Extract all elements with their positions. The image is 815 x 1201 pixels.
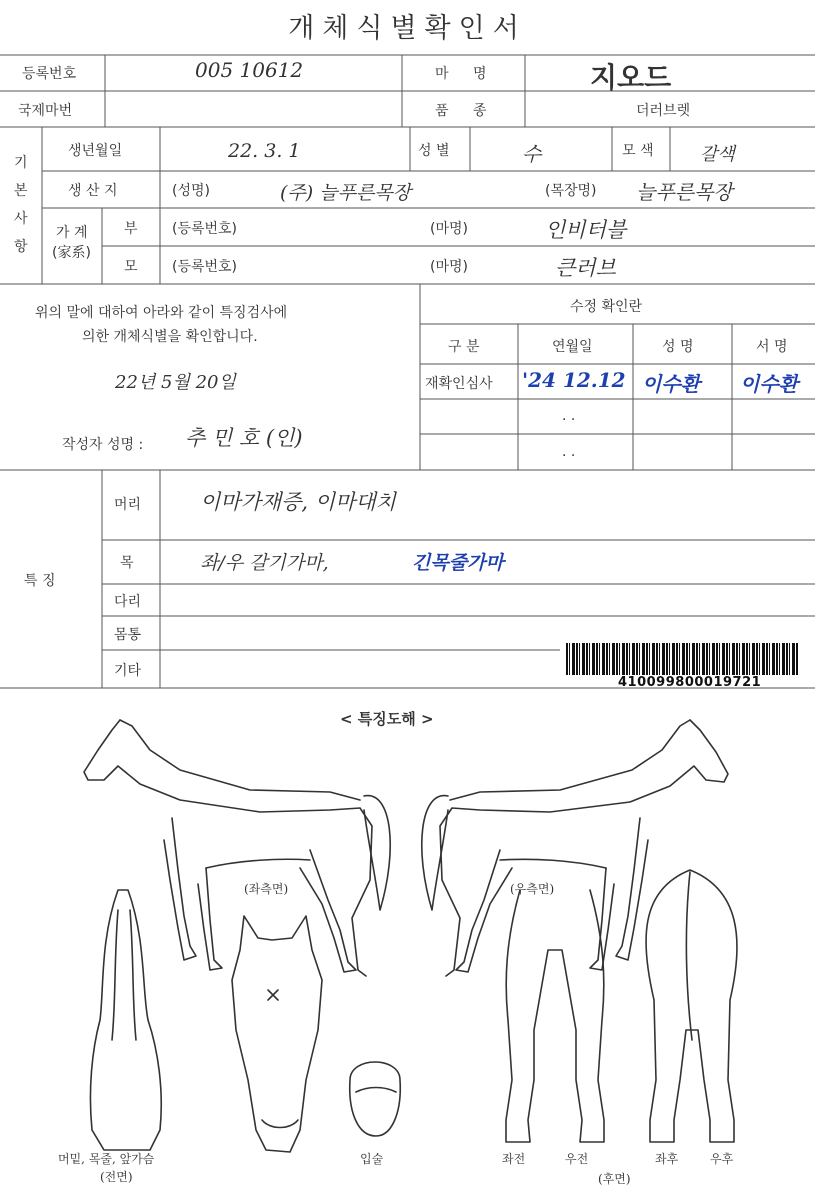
origin-label: 생 산 지 (68, 183, 118, 199)
farm-name-label: (목장명) (545, 183, 597, 199)
leg-label: 다리 (114, 594, 142, 610)
sex-value: 수 (522, 142, 542, 166)
right-side-caption: (우측면) (510, 882, 555, 896)
revision-col-type: 구 분 (448, 339, 480, 355)
dam-label: 모 (124, 259, 138, 275)
diagram-title: < 특징도해 > (340, 710, 434, 728)
left-side-horse-icon (84, 720, 390, 976)
dam-reg-label: (등록번호) (172, 259, 238, 275)
head-front-icon (232, 916, 322, 1152)
barcode-number: 410099800019721 (618, 675, 762, 690)
author-signature: 추 민 호 (인) (185, 426, 303, 450)
coat-color-label: 모 색 (622, 143, 654, 159)
document-title: 개체식별확인서 (288, 13, 527, 44)
front-neck-icon (90, 890, 161, 1150)
coat-color-value: 갈색 (700, 144, 735, 165)
revision-row1-sign: 이수환 (740, 372, 798, 396)
revision-col-name: 성 명 (662, 339, 694, 355)
revision-col-sign: 서 명 (756, 339, 788, 355)
author-label: 작성자 성명 : (62, 437, 144, 453)
basic-label-1: 기 (14, 155, 28, 171)
owner-name-value: (주) 늘푸른목장 (280, 182, 411, 204)
revision-row1-type: 재확인심사 (425, 376, 493, 392)
rear-caption: (후면) (598, 1172, 631, 1186)
lineage-hanja: (家系) (52, 245, 91, 261)
left-side-caption: (좌측면) (244, 882, 289, 896)
revision-row1-name: 이수환 (642, 372, 700, 396)
confirm-date: 22년 5월 20일 (115, 372, 236, 393)
breed-value: 더러브렛 (636, 103, 691, 119)
basic-label-2: 본 (14, 183, 28, 199)
front-caption-2: (전면) (100, 1170, 133, 1184)
reg-no-label: 등록번호 (22, 66, 77, 82)
confirm-text-2: 의한 개체식별을 확인합니다. (82, 329, 258, 345)
birth-value: 22. 3. 1 (228, 140, 301, 162)
neck-value: 좌/우 갈기가마, (200, 552, 329, 574)
basic-label-3: 사 (14, 211, 28, 227)
front-legs-icon (506, 890, 604, 1142)
neck-label: 목 (120, 555, 134, 571)
confirm-text-1: 위의 말에 대하여 아라와 같이 특징검사에 (35, 305, 288, 321)
farm-name-value: 늘푸른목장 (636, 180, 733, 204)
etc-label: 기타 (114, 663, 142, 679)
revision-header: 수정 확인란 (570, 299, 643, 315)
revision-row3-dots: . . (562, 444, 576, 460)
body-label: 몸통 (114, 627, 142, 643)
revision-row1-date: '24 12.12 (522, 368, 626, 392)
sex-label: 성 별 (418, 143, 450, 159)
rear-view-icon (646, 870, 737, 1142)
neck-value-blue: 긴목줄가마 (412, 552, 504, 574)
right-side-horse-icon (422, 720, 728, 976)
lips-caption: 입술 (360, 1152, 384, 1166)
left-fore-caption: 좌전 (502, 1152, 526, 1166)
horse-diagram (0, 700, 815, 1200)
features-label: 특 징 (24, 573, 56, 589)
dam-name-value: 큰러브 (555, 256, 616, 280)
sire-label: 부 (124, 221, 138, 237)
sire-reg-label: (등록번호) (172, 221, 238, 237)
revision-col-date: 연월일 (552, 339, 593, 355)
sire-name-label: (마명) (430, 221, 468, 237)
revision-row2-dots: . . (562, 408, 576, 424)
left-hind-caption: 좌후 (655, 1152, 679, 1166)
head-label: 머리 (114, 497, 142, 513)
barcode (566, 643, 798, 675)
right-hind-caption: 우후 (710, 1152, 734, 1166)
right-fore-caption: 우전 (565, 1152, 589, 1166)
intl-no-label: 국제마번 (18, 103, 73, 119)
sire-name-value: 인비터블 (545, 218, 627, 242)
breed-label: 품 종 (435, 103, 497, 119)
front-caption-1: 머밑, 목줄, 앞가슴 (58, 1152, 155, 1166)
lips-icon (350, 1062, 401, 1136)
head-value: 이마가재증, 이마대치 (200, 490, 396, 514)
basic-label-4: 항 (14, 239, 28, 255)
owner-name-label: (성명) (172, 183, 210, 199)
lineage-label: 가 계 (56, 225, 88, 241)
horse-name-value: 지오드 (590, 61, 672, 94)
birth-label: 생년월일 (68, 143, 123, 159)
horse-name-label: 마 명 (435, 66, 497, 82)
dam-name-label: (마명) (430, 259, 468, 275)
reg-no-value: 005 10612 (195, 58, 304, 82)
